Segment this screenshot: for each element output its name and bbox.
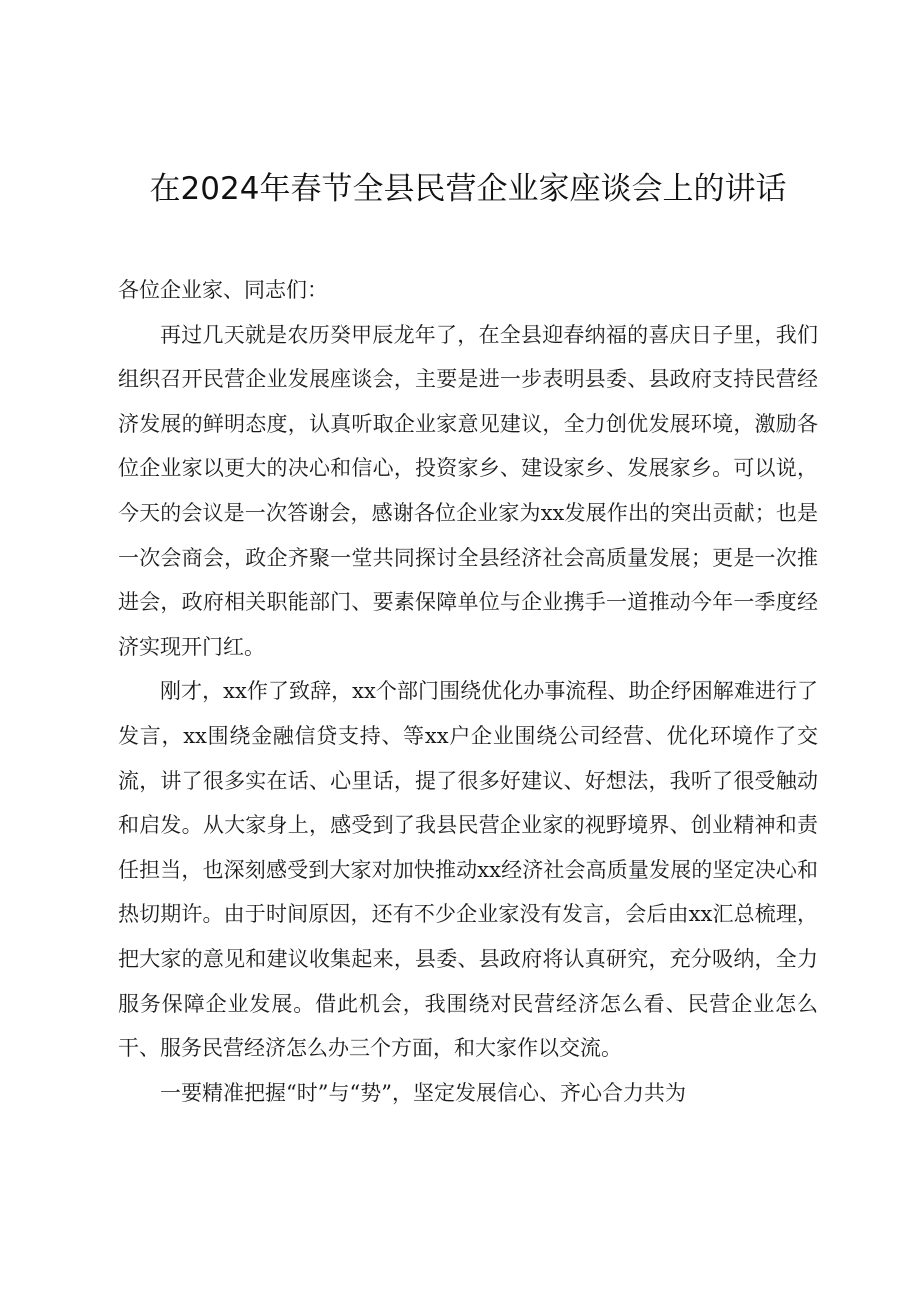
document-body <box>118 268 818 1115</box>
paragraph-1: 再过几天就是农历癸甲辰龙年了，在全县迎春纳福的喜庆日子里，我们组织召开民营企业发展座谈会，主要是进一步表明县委、县政府支持民营经济发展的鲜明态度，认真听取企业家意见建议，全力创优发展环境，激励各位企业家以更大的决心和信心，投资家乡、建设家乡、发展家乡。可以说，今天的会议是一次答谢会，感谢各位企业家为xx发展作出的突出贡献；也是一次会商会，政企齐聚一堂共同探讨全县经济社会高质量发展；更是一次推进会，政府相关职能部门、要素保障单位与企业携手一道推动今年一季度经济实现开门红。 <box>118 322 818 659</box>
paragraph-3: 一要精准把握“时”与“势”，坚定发展信心、齐心合力共为 <box>160 1080 686 1105</box>
document-title: 在2024年春节全县民营企业家座谈会上的讲话 <box>149 171 787 207</box>
paragraph-2: 刚才，xx作了致辞，xx个部门围绕优化办事流程、助企纾困解难进行了发言，xx围绕金融信贷支持、等xx户企业围绕公司经营、优化环境作了交流，讲了很多实在话、心里话，提了很多好建议、好想法，我听了很受触动和启发。从大家身上，感受到了我县民营企业家的视野境界、创业精神和责任担当，也深刻感受到大家对加快推动xx经济社会高质量发展的坚定决心和热切期许。由于时间原因，还有不少企业家没有发言，会后由xx汇总梳理，把大家的意见和建议收集起来，县委、县政府将认真研究，充分吸纳，全力服务保障企业发展。借此机会，我围绕对民营经济怎么看、民营企业怎么干、服务民营经济怎么办三个方面，和大家作以交流。 <box>118 679 818 1061</box>
salutation: 各位企业家、同志们： <box>118 278 328 302</box>
